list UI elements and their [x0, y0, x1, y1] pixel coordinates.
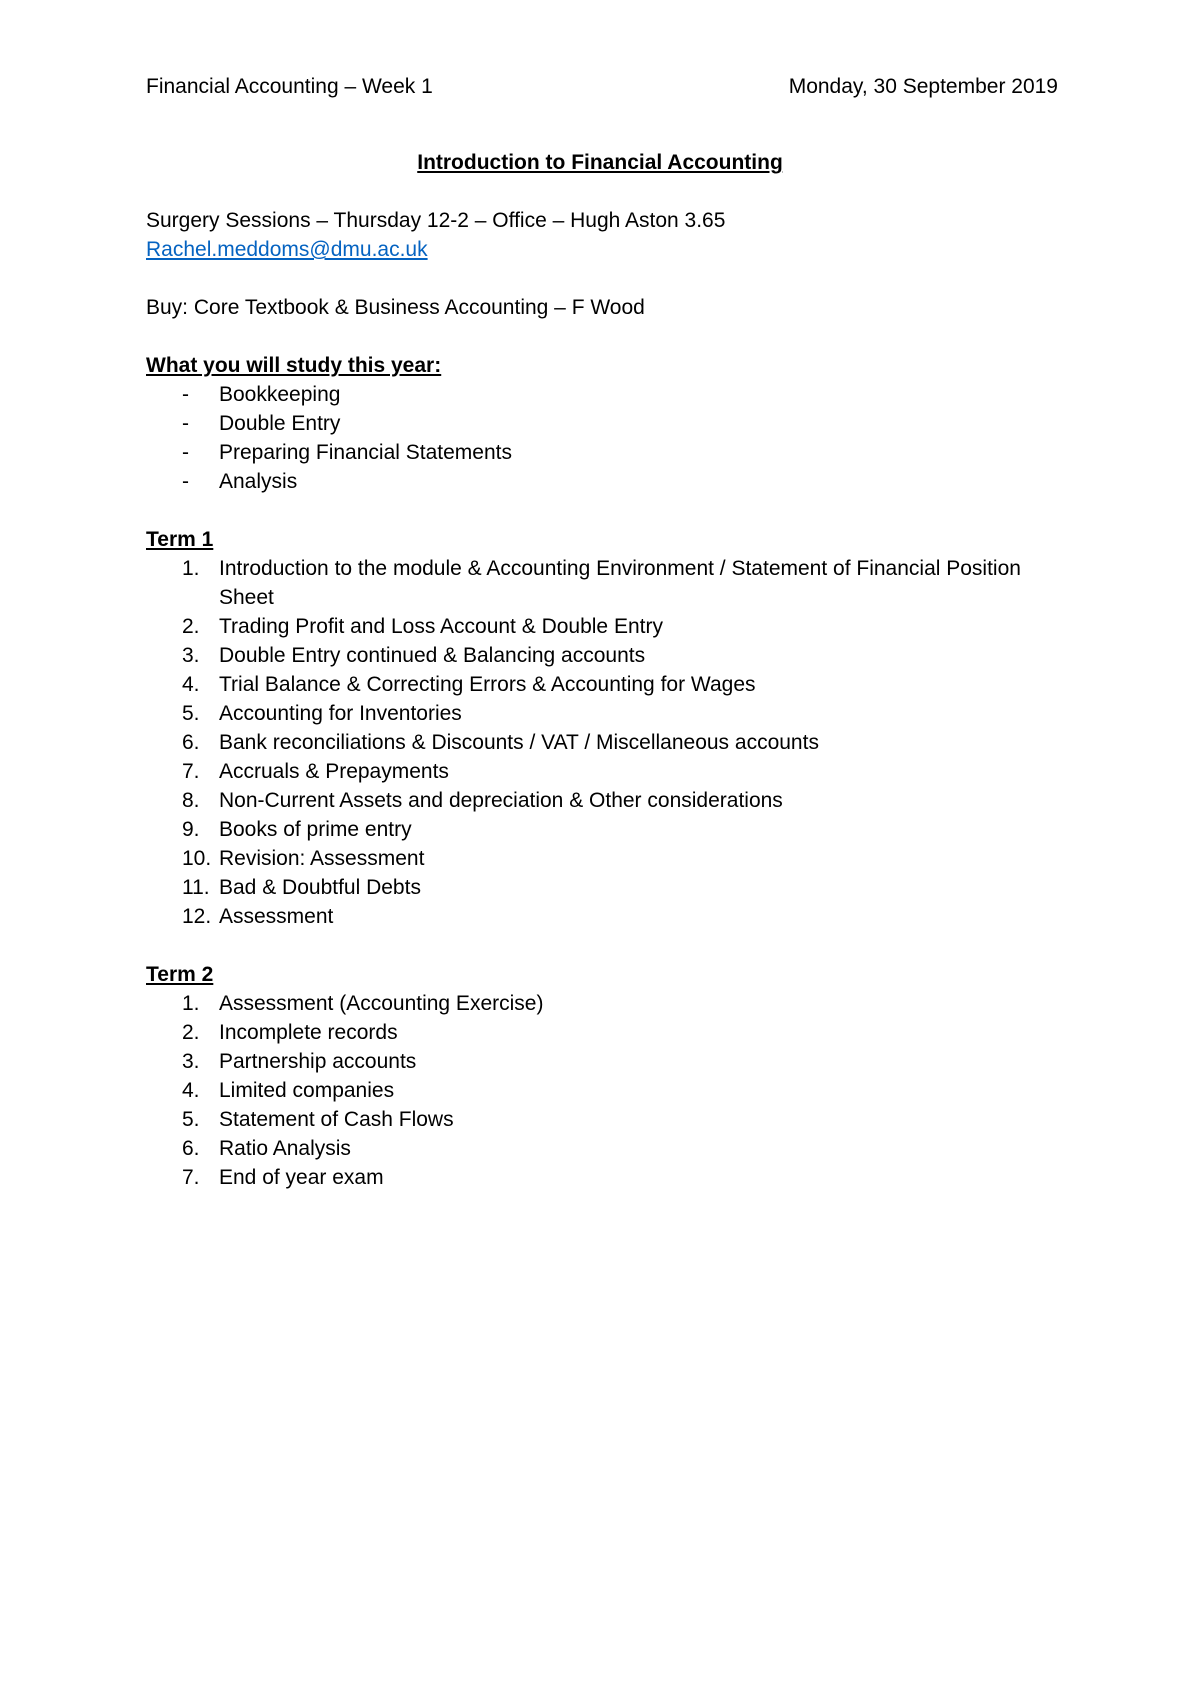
list-item-text: Accruals & Prepayments — [219, 760, 449, 783]
surgery-sessions-text: Surgery Sessions – Thursday 12-2 – Office – Hugh Aston 3.65 — [146, 209, 726, 232]
list-item — [146, 1076, 1058, 1105]
list-item — [146, 612, 1058, 641]
list-marker: 5. — [182, 1108, 200, 1131]
header-course-week: Financial Accounting – Week 1 — [146, 75, 433, 98]
spacer — [146, 496, 1058, 525]
buy-textbook-text: Buy: Core Textbook & Business Accounting – F Wood — [146, 296, 645, 319]
list-item-text: Bank reconciliations & Discounts / VAT / Miscellaneous accounts — [219, 731, 819, 754]
list-marker: 6. — [182, 731, 200, 754]
list-item-text: Non-Current Assets and depreciation & Other considerations — [219, 789, 783, 812]
list-item-text: Accounting for Inventories — [219, 702, 462, 725]
list-marker: - — [182, 383, 189, 406]
list-item — [146, 641, 1058, 670]
list-item — [146, 902, 1058, 931]
spacer — [146, 322, 1058, 351]
list-marker: 9. — [182, 818, 200, 841]
list-item — [146, 467, 1058, 496]
document-body — [146, 206, 1058, 1192]
list-item — [146, 670, 1058, 699]
list-item — [146, 699, 1058, 728]
list-item — [146, 757, 1058, 786]
list-marker: 4. — [182, 673, 200, 696]
list-marker: 5. — [182, 702, 200, 725]
list-item — [146, 438, 1058, 467]
email-link[interactable]: Rachel.meddoms@dmu.ac.uk — [146, 238, 428, 261]
list-item-text: Books of prime entry — [219, 818, 412, 841]
list-item — [146, 554, 1058, 612]
spacer — [146, 931, 1058, 960]
page-header — [146, 72, 1058, 102]
list-item-text: Bad & Doubtful Debts — [219, 876, 421, 899]
list-item — [146, 1018, 1058, 1047]
list-item-text: Introduction to the module & Accounting Environment / Statement of Financial Position Sheet — [219, 557, 1021, 609]
list-marker: 3. — [182, 1050, 200, 1073]
term2-list — [146, 989, 1058, 1192]
spacer — [146, 264, 1058, 293]
list-marker: 8. — [182, 789, 200, 812]
list-marker: 3. — [182, 644, 200, 667]
list-item-text: Limited companies — [219, 1079, 395, 1102]
list-marker: 7. — [182, 1166, 200, 1189]
list-marker: - — [182, 412, 189, 435]
list-marker: - — [182, 470, 189, 493]
list-item — [146, 844, 1058, 873]
list-item — [146, 989, 1058, 1018]
list-item — [146, 873, 1058, 902]
list-item-text: Trading Profit and Loss Account & Double Entry — [219, 615, 663, 638]
term1-heading: Term 1 — [146, 528, 214, 551]
list-marker: 10. — [182, 847, 212, 870]
term1-list — [146, 554, 1058, 931]
list-item — [146, 1163, 1058, 1192]
list-item — [146, 380, 1058, 409]
list-item-text: Assessment (Accounting Exercise) — [219, 992, 544, 1015]
list-item — [146, 409, 1058, 438]
list-item-text: Bookkeeping — [219, 383, 341, 406]
list-marker: 2. — [182, 615, 200, 638]
list-marker: - — [182, 441, 189, 464]
term2-heading: Term 2 — [146, 963, 214, 986]
list-item-text: Partnership accounts — [219, 1050, 417, 1073]
list-item — [146, 1105, 1058, 1134]
study-list — [146, 380, 1058, 496]
list-marker: 11. — [182, 876, 210, 899]
list-marker: 2. — [182, 1021, 200, 1044]
list-marker: 1. — [182, 992, 200, 1015]
list-item-text: Ratio Analysis — [219, 1137, 351, 1160]
list-item-text: Revision: Assessment — [219, 847, 425, 870]
header-date: Monday, 30 September 2019 — [788, 75, 1058, 98]
list-item-text: Preparing Financial Statements — [219, 441, 512, 464]
list-item — [146, 1134, 1058, 1163]
list-marker: 7. — [182, 760, 200, 783]
list-item — [146, 728, 1058, 757]
list-marker: 6. — [182, 1137, 200, 1160]
list-item-text: Incomplete records — [219, 1021, 398, 1044]
list-item-text: Assessment — [219, 905, 334, 928]
list-item-text: End of year exam — [219, 1166, 384, 1189]
list-marker: 4. — [182, 1079, 200, 1102]
list-item-text: Double Entry continued & Balancing accounts — [219, 644, 646, 667]
list-marker: 1. — [182, 557, 200, 580]
study-heading: What you will study this year: — [146, 354, 442, 377]
list-item — [146, 1047, 1058, 1076]
list-item-text: Trial Balance & Correcting Errors & Accounting for Wages — [219, 673, 756, 696]
document-title: Introduction to Financial Accounting — [417, 151, 783, 174]
list-marker: 12. — [182, 905, 212, 928]
list-item-text: Statement of Cash Flows — [219, 1108, 454, 1131]
list-item-text: Analysis — [219, 470, 298, 493]
list-item-text: Double Entry — [219, 412, 341, 435]
list-item — [146, 815, 1058, 844]
list-item — [146, 786, 1058, 815]
